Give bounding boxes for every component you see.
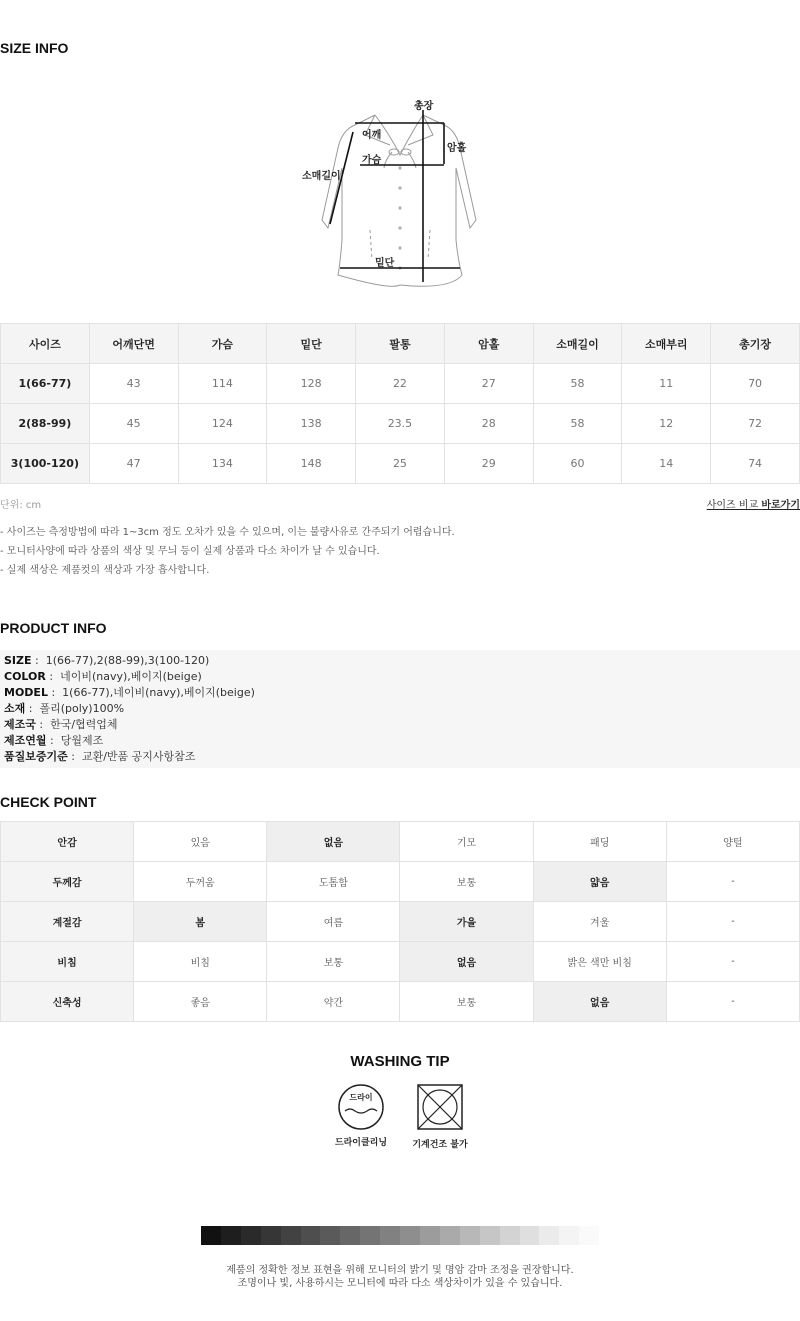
product-info-key: 제조연월 — [4, 734, 47, 747]
size-cell: 12 — [622, 404, 711, 444]
label-total-length: 총장 — [414, 101, 434, 112]
dry-clean-label: 드라이클리닝 — [334, 1138, 388, 1148]
check-option-selected: 없음 — [267, 822, 400, 862]
check-point-table — [0, 821, 800, 1022]
check-option: 보통 — [400, 862, 533, 902]
product-info-value: 한국/협력업체 — [50, 718, 118, 731]
size-cell: 43 — [89, 364, 178, 404]
gray-step — [320, 1226, 340, 1245]
product-info-title: PRODUCT INFO — [0, 620, 107, 636]
size-cell: 27 — [444, 364, 533, 404]
check-option: 여름 — [267, 902, 400, 942]
product-info-box — [0, 650, 800, 768]
calibration-note-line1: 제품의 정확한 정보 표현을 위해 모니터의 밝기 및 명암 감마 조정을 권장합니다. — [226, 1265, 574, 1276]
size-header-cell: 소매길이 — [533, 324, 622, 364]
check-option: 있음 — [134, 822, 267, 862]
size-cell: 72 — [711, 404, 800, 444]
gray-step — [520, 1226, 540, 1245]
dry-clean-icon — [337, 1083, 385, 1131]
gray-step — [301, 1226, 321, 1245]
check-option: - — [666, 902, 799, 942]
size-header-cell: 가슴 — [178, 324, 267, 364]
product-info-row: 품질보증기준 : 교환/반품 공지사항참조 — [4, 750, 196, 763]
size-row-label: 3(100-120) — [1, 444, 90, 484]
size-cell: 22 — [356, 364, 445, 404]
table-row — [1, 942, 800, 982]
label-shoulder: 어깨 — [362, 130, 382, 141]
table-row — [1, 444, 800, 484]
product-info-row: 제조국 : 한국/협력업체 — [4, 718, 118, 731]
unit-label: 단위: cm — [0, 500, 42, 511]
note-line: - 사이즈는 측정방법에 따라 1~3cm 정도 오차가 있을 수 있으며, 이는 불량사유로 간주되기 어렵습니다. — [0, 527, 455, 538]
check-row-label: 계절감 — [1, 902, 134, 942]
gray-step — [440, 1226, 460, 1245]
gray-step — [360, 1226, 380, 1245]
table-row — [1, 822, 800, 862]
product-info-key: 품질보증기준 — [4, 750, 68, 763]
washing-tip-title: WASHING TIP — [350, 1053, 450, 1070]
no-tumble-dry-icon — [416, 1083, 464, 1131]
size-header-cell: 팔통 — [356, 324, 445, 364]
check-point-title: CHECK POINT — [0, 794, 97, 810]
check-row-label: 두께감 — [1, 862, 134, 902]
product-info-row: MODEL : 1(66-77),네이비(navy),베이지(beige) — [4, 686, 255, 699]
check-option: 약간 — [267, 982, 400, 1022]
check-option-selected: 가을 — [400, 902, 533, 942]
check-option-selected: 없음 — [400, 942, 533, 982]
gray-step — [221, 1226, 241, 1245]
size-cell: 58 — [533, 404, 622, 444]
check-row-label: 안감 — [1, 822, 134, 862]
check-option: 도톰함 — [267, 862, 400, 902]
size-cell: 14 — [622, 444, 711, 484]
size-header-cell: 사이즈 — [1, 324, 90, 364]
size-header-cell: 총기장 — [711, 324, 800, 364]
product-info-key: COLOR — [4, 670, 46, 683]
size-cell: 148 — [267, 444, 356, 484]
check-option-selected: 없음 — [533, 982, 666, 1022]
size-header-cell: 소매부리 — [622, 324, 711, 364]
size-table — [0, 323, 800, 484]
size-row-label: 2(88-99) — [1, 404, 90, 444]
size-cell: 128 — [267, 364, 356, 404]
size-compare-link-bold: 바로가기 — [761, 500, 800, 511]
size-cell: 29 — [444, 444, 533, 484]
check-option: - — [666, 982, 799, 1022]
size-cell: 25 — [356, 444, 445, 484]
check-option: 보통 — [400, 982, 533, 1022]
gray-step — [400, 1226, 420, 1245]
product-info-row: SIZE : 1(66-77),2(88-99),3(100-120) — [4, 654, 210, 667]
product-info-key: SIZE — [4, 654, 32, 667]
check-option: 보통 — [267, 942, 400, 982]
product-info-value: 1(66-77),네이비(navy),베이지(beige) — [62, 686, 255, 699]
no-tumble-dry-label: 기계건조 불가 — [412, 1140, 468, 1150]
gray-step — [281, 1226, 301, 1245]
gray-step — [480, 1226, 500, 1245]
size-cell: 134 — [178, 444, 267, 484]
label-sleeve-length: 소매길이 — [302, 171, 341, 182]
garment-diagram — [280, 90, 520, 305]
gray-step — [340, 1226, 360, 1245]
check-option-selected: 봄 — [134, 902, 267, 942]
check-option: - — [666, 862, 799, 902]
product-info-value: 교환/반품 공지사항참조 — [81, 750, 196, 763]
size-header-cell: 밑단 — [267, 324, 356, 364]
gray-step — [420, 1226, 440, 1245]
check-option: 밝은 색만 비침 — [533, 942, 666, 982]
product-info-key: 소재 — [4, 702, 26, 715]
product-info-key: 제조국 — [4, 718, 36, 731]
size-cell: 114 — [178, 364, 267, 404]
check-option: 겨울 — [533, 902, 666, 942]
size-cell: 45 — [89, 404, 178, 444]
table-row — [1, 364, 800, 404]
size-notes — [0, 523, 455, 580]
label-chest: 가슴 — [362, 155, 382, 166]
check-option: 양털 — [666, 822, 799, 862]
label-armhole: 암홀 — [447, 143, 467, 154]
gray-step — [579, 1226, 599, 1245]
size-cell: 47 — [89, 444, 178, 484]
table-row — [1, 902, 800, 942]
size-compare-link[interactable] — [707, 496, 800, 511]
size-compare-link-prefix: 사이즈 비교 — [706, 500, 759, 511]
product-info-value: 폴리(poly)100% — [39, 702, 125, 715]
size-cell: 70 — [711, 364, 800, 404]
size-info-title: SIZE INFO — [0, 40, 69, 56]
check-option: 좋음 — [134, 982, 267, 1022]
product-info-row: COLOR : 네이비(navy),베이지(beige) — [4, 670, 202, 683]
gray-calibration-bar — [201, 1226, 599, 1245]
product-info-value: 당월제조 — [60, 734, 104, 747]
product-info-row: 제조연월 : 당월제조 — [4, 734, 104, 747]
dress-outline-illustration — [280, 90, 520, 305]
label-hem: 밑단 — [375, 258, 395, 269]
table-row — [1, 404, 800, 444]
gray-step — [241, 1226, 261, 1245]
gray-step — [380, 1226, 400, 1245]
check-row-label: 신축성 — [1, 982, 134, 1022]
check-option: 비침 — [134, 942, 267, 982]
check-option: 패딩 — [533, 822, 666, 862]
check-option: 기모 — [400, 822, 533, 862]
calibration-note-line2: 조명이나 빛, 사용하시는 모니터에 따라 다소 색상차이가 있을 수 있습니다. — [237, 1278, 563, 1289]
size-cell: 11 — [622, 364, 711, 404]
size-header-cell: 어깨단면 — [89, 324, 178, 364]
product-info-row: 소재 : 폴리(poly)100% — [4, 702, 125, 715]
size-cell: 124 — [178, 404, 267, 444]
check-row-label: 비침 — [1, 942, 134, 982]
gray-step — [201, 1226, 221, 1245]
product-info-value: 네이비(navy),베이지(beige) — [60, 670, 202, 683]
size-header-cell: 암홀 — [444, 324, 533, 364]
check-option: 두꺼움 — [134, 862, 267, 902]
product-info-key: MODEL — [4, 686, 48, 699]
check-option: - — [666, 942, 799, 982]
size-cell: 23.5 — [356, 404, 445, 444]
gray-step — [500, 1226, 520, 1245]
product-info-value: 1(66-77),2(88-99),3(100-120) — [45, 654, 210, 667]
dry-clean-icon-text: 드라이 — [349, 1093, 373, 1102]
check-option-selected: 얇음 — [533, 862, 666, 902]
size-cell: 138 — [267, 404, 356, 444]
size-cell: 74 — [711, 444, 800, 484]
size-cell: 60 — [533, 444, 622, 484]
size-cell: 28 — [444, 404, 533, 444]
note-line: - 실제 색상은 제품컷의 색상과 가장 흡사합니다. — [0, 565, 210, 576]
table-row — [1, 862, 800, 902]
gray-step — [539, 1226, 559, 1245]
note-line: - 모니터사양에 따라 상품의 색상 및 무늬 등이 실제 상품과 다소 차이가 날 수 있습니다. — [0, 546, 380, 557]
gray-step — [261, 1226, 281, 1245]
gray-step — [460, 1226, 480, 1245]
gray-step — [559, 1226, 579, 1245]
table-row — [1, 982, 800, 1022]
size-cell: 58 — [533, 364, 622, 404]
size-table-header-row — [1, 324, 800, 364]
size-row-label: 1(66-77) — [1, 364, 90, 404]
